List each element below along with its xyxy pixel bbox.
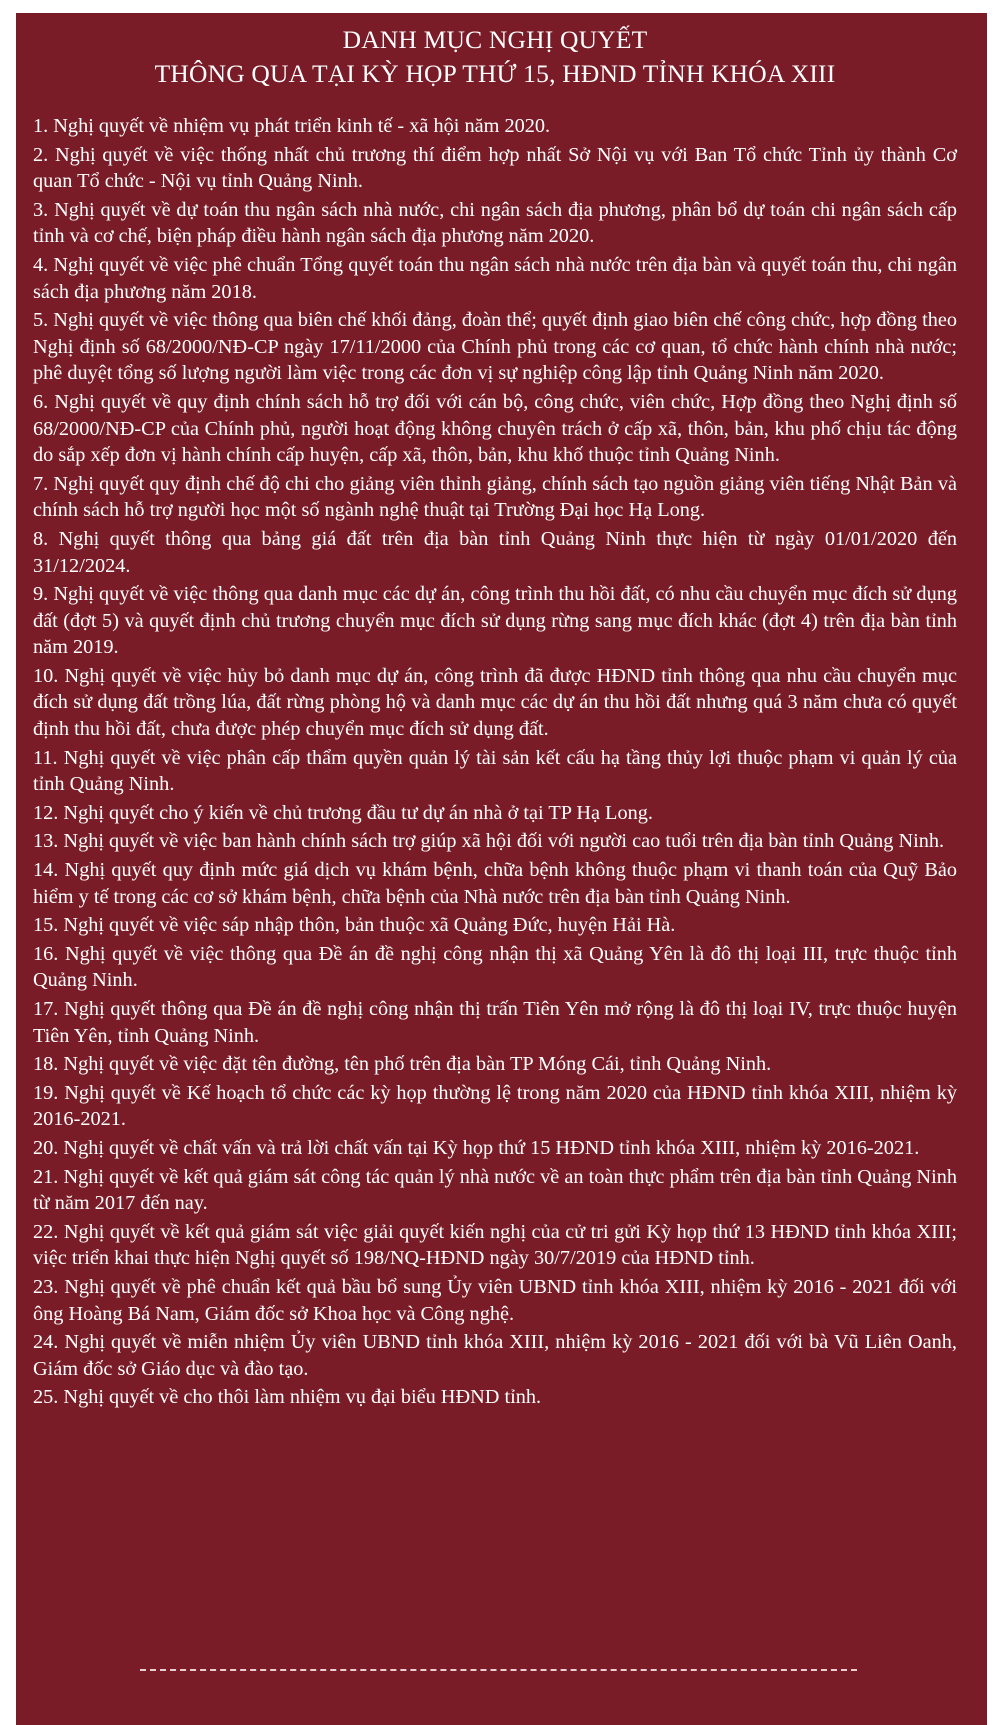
resolution-item: 8. Nghị quyết thông qua bảng giá đất trên địa bàn tỉnh Quảng Ninh thực hiện từ ngày 01/01/2020 đến 31/12/2024. xyxy=(33,527,957,577)
resolution-item: 3. Nghị quyết về dự toán thu ngân sách nhà nước, chi ngân sách địa phương, phân bổ dự toán chi ngân sách cấp tỉnh và cơ chế, biện pháp điều hành ngân sách địa phương năm 2020. xyxy=(33,198,957,248)
resolution-item: 21. Nghị quyết về kết quả giám sát công tác quản lý nhà nước về an toàn thực phẩm trên địa bàn tỉnh Quảng Ninh từ năm 2017 đến nay. xyxy=(33,1165,957,1215)
resolution-item: 22. Nghị quyết về kết quả giám sát việc giải quyết kiến nghị của cử tri gửi Kỳ họp thứ 13 HĐND tỉnh khóa XIII; việc triển khai thực hiện Nghị quyết số 198/NQ-HĐND ngày 30/7/2019 của HĐND tỉnh. xyxy=(33,1220,957,1270)
resolution-list xyxy=(33,113,957,1411)
resolution-item: 24. Nghị quyết về miễn nhiệm Ủy viên UBND tỉnh khóa XIII, nhiệm kỳ 2016 - 2021 đối với bà Vũ Liên Oanh, Giám đốc sở Giáo dục và đào tạo. xyxy=(33,1331,957,1380)
resolution-item: 12. Nghị quyết cho ý kiến về chủ trương đầu tư dự án nhà ở tại TP Hạ Long. xyxy=(33,801,653,824)
title-line-1: DANH MỤC NGHỊ QUYẾT xyxy=(342,25,648,54)
resolution-item: 16. Nghị quyết về việc thông qua Đề án đề nghị công nhận thị xã Quảng Yên là đô thị loại III, trực thuộc tỉnh Quảng Ninh. xyxy=(33,942,957,992)
page-title xyxy=(33,23,957,91)
resolution-item: 10. Nghị quyết về việc hủy bỏ danh mục dự án, công trình đã được HĐND tỉnh thông qua nhu cầu chuyển mục đích sử dụng đất trồng lúa, đất rừng phòng hộ và danh mục các dự án thu hồi đất nhưng quá 3 năm chưa có quyết định thu hồi đất, chưa được phép chuyển mục đích sử dụng đất. xyxy=(33,664,957,741)
resolution-item: 14. Nghị quyết quy định mức giá dịch vụ khám bệnh, chữa bệnh không thuộc phạm vi thanh toán của Quỹ Bảo hiểm y tế trong các cơ sở khám bệnh, chữa bệnh của Nhà nước trên địa bàn tỉnh Quảng Ninh. xyxy=(33,859,957,908)
resolution-item: 25. Nghị quyết về cho thôi làm nhiệm vụ đại biểu HĐND tỉnh. xyxy=(33,1386,542,1409)
resolution-item: 5. Nghị quyết về việc thông qua biên chế khối đảng, đoàn thể; quyết định giao biên chế công chức, hợp đồng theo Nghị định số 68/2000/NĐ-CP ngày 17/11/2000 của Chính phủ trong các cơ quan, tổ chức hành chính nhà nước; phê duyệt tổng số lượng người làm việc trong các đơn vị sự nghiệp công lập tỉnh Quảng Ninh năm 2020. xyxy=(33,309,957,385)
resolution-item: 20. Nghị quyết về chất vấn và trả lời chất vấn tại Kỳ họp thứ 15 HĐND tỉnh khóa XIII, nhiệm kỳ 2016-2021. xyxy=(33,1136,920,1159)
resolution-item: 17. Nghị quyết thông qua Đề án đề nghị công nhận thị trấn Tiên Yên mở rộng là đô thị loại IV, trực thuộc huyện Tiên Yên, tỉnh Quảng Ninh. xyxy=(33,998,957,1047)
resolution-item: 9. Nghị quyết về việc thông qua danh mục các dự án, công trình thu hồi đất, có nhu cầu chuyển mục đích sử dụng đất (đợt 5) và quyết định chủ trương chuyển mục đích sử dụng rừng sang mục đích khác (đợt 4) trên địa bàn tỉnh năm 2019. xyxy=(33,583,957,659)
title-line-2: THÔNG QUA TẠI KỲ HỌP THỨ 15, HĐND TỈNH KHÓA XIII xyxy=(154,59,836,88)
resolution-item: 6. Nghị quyết về quy định chính sách hỗ trợ đối với cán bộ, công chức, viên chức, Hợp đồng theo Nghị định số 68/2000/NĐ-CP của Chính phủ, người hoạt động không chuyên trách ở cấp xã, thôn, bản, khu phố chịu tác động do sắp xếp đơn vị hành chính cấp huyện, cấp xã, thôn, bản, khu khố thuộc tỉnh Quảng Ninh. xyxy=(33,390,957,467)
resolution-item: 7. Nghị quyết quy định chế độ chi cho giảng viên thỉnh giảng, chính sách tạo nguồn giảng viên tiếng Nhật Bản và chính sách hỗ trợ người học một số ngành nghệ thuật tại Trường Đại học Hạ Long. xyxy=(33,472,957,522)
resolution-item: 23. Nghị quyết về phê chuẩn kết quả bầu bổ sung Ủy viên UBND tỉnh khóa XIII, nhiệm kỳ 2016 - 2021 đối với ông Hoàng Bá Nam, Giám đốc sở Khoa học và Công nghệ. xyxy=(33,1275,957,1325)
dashed-divider xyxy=(140,1669,857,1671)
resolution-item: 2. Nghị quyết về việc thống nhất chủ trương thí điểm hợp nhất Sở Nội vụ với Ban Tổ chức Tỉnh ủy thành Cơ quan Tổ chức - Nội vụ tỉnh Quảng Ninh. xyxy=(33,143,957,193)
resolution-item: 15. Nghị quyết về việc sáp nhập thôn, bản thuộc xã Quảng Đức, huyện Hải Hà. xyxy=(33,914,676,937)
resolution-item: 13. Nghị quyết về việc ban hành chính sách trợ giúp xã hội đối với người cao tuổi trên địa bàn tỉnh Quảng Ninh. xyxy=(33,830,945,853)
resolution-item: 18. Nghị quyết về việc đặt tên đường, tên phố trên địa bàn TP Móng Cái, tỉnh Quảng Ninh. xyxy=(33,1053,772,1076)
resolution-item: 4. Nghị quyết về việc phê chuẩn Tổng quyết toán thu ngân sách nhà nước trên địa bàn và quyết toán thu, chi ngân sách địa phương năm 2018. xyxy=(33,253,957,303)
resolution-item: 11. Nghị quyết về việc phân cấp thẩm quyền quản lý tài sản kết cấu hạ tầng thủy lợi thuộc phạm vi quản lý của tỉnh Quảng Ninh. xyxy=(33,746,957,796)
resolution-item: 1. Nghị quyết về nhiệm vụ phát triển kinh tế - xã hội năm 2020. xyxy=(33,115,551,137)
resolution-list-panel xyxy=(16,13,987,1725)
resolution-item: 19. Nghị quyết về Kế hoạch tổ chức các kỳ họp thường lệ trong năm 2020 của HĐND tỉnh khóa XIII, nhiệm kỳ 2016-2021. xyxy=(33,1081,957,1131)
